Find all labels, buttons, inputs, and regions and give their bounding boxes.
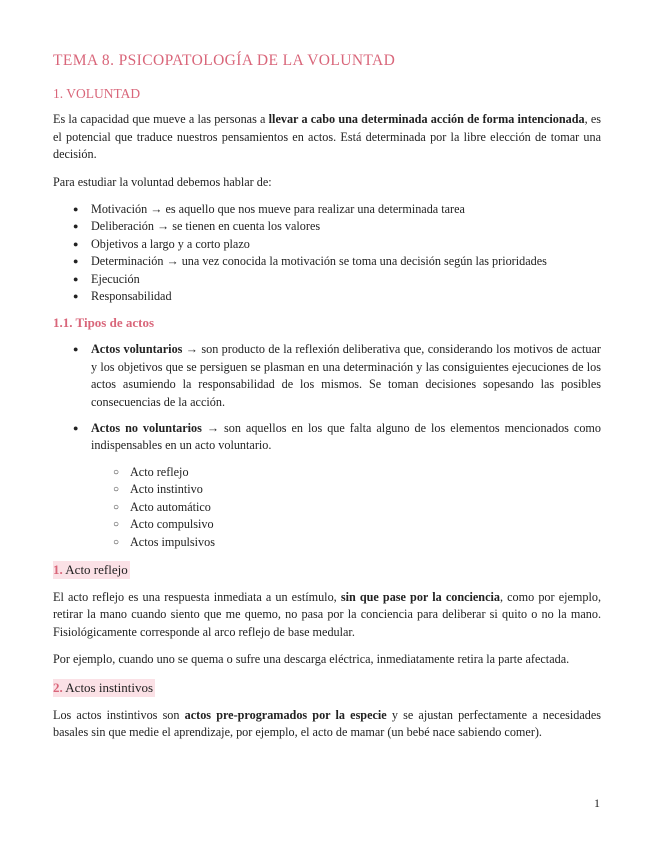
instintivos-text-c: y se ajustan perfectamente a necesidades basales sin que medie el aprendizaje, por ejemplo, el acto de mamar (un bebé nace sabiendo comer).	[53, 707, 602, 740]
list-item: ○ Acto instintivo	[53, 481, 601, 498]
actos-no-voluntarios-text: → son aquellos en los que falta alguno de los elementos mencionados como indispensables en un acto voluntario.	[91, 421, 601, 453]
section-heading-tipos-de-actos: 1.1. Tipos de actos	[53, 315, 155, 331]
voluntad-def-bold: llevar a cabo una determinada acción de forma intencionada	[268, 112, 585, 126]
page-number: 1	[594, 796, 600, 810]
page-content	[53, 52, 601, 752]
list-item-actos-no-voluntarios	[53, 420, 601, 455]
voluntad-definition	[53, 111, 601, 164]
voluntad-elements-list	[53, 201, 601, 305]
actos-voluntarios-text: → son producto de la reflexión deliberativa que, considerando los motivos de actuar y los objetivos que se persiguen se plasman en una determinación y las consiguientes ejecuciones de los actos asumiendo la responsabilidad de los mismos. Se toman decisiones sopesando las posibles consecuencias de la acción.	[91, 342, 601, 409]
list-item: ● Determinación → una vez conocida la motivación se toma una decisión según las prioridades	[53, 253, 601, 270]
list-item: ○ Acto compulsivo	[53, 516, 601, 533]
list-item-actos-voluntarios	[53, 341, 601, 411]
heading-actos-instintivos	[53, 679, 155, 697]
list-item: ○ Acto reflejo	[53, 464, 601, 481]
list-item: ● Ejecución	[53, 271, 601, 288]
instintivos-text-a: Los actos instintivos son	[53, 707, 185, 722]
actos-no-voluntarios-sublist	[53, 464, 601, 551]
acto-reflejo-definition	[53, 589, 601, 642]
list-item: ● Responsabilidad	[53, 288, 601, 305]
heading-label: Actos instintivos	[62, 679, 154, 695]
heading-actos-instintivos-wrap	[53, 679, 601, 707]
list-item: ● Deliberación → se tienen en cuenta los valores	[53, 218, 601, 235]
section-heading-voluntad: 1. VOLUNTAD	[53, 86, 141, 101]
list-item: ○ Actos impulsivos	[53, 534, 601, 551]
actos-no-voluntarios-term: Actos no voluntarios	[91, 421, 202, 436]
actos-instintivos-definition	[53, 707, 601, 742]
heading-number: 1.	[53, 561, 63, 577]
actos-voluntarios-term: Actos voluntarios	[91, 342, 183, 357]
tipos-de-actos-list	[53, 341, 601, 454]
voluntad-def-text-c: , es el potencial que traduce nuestros pensamientos en actos. Está determinada por la libre elección de tomar una decisión.	[53, 112, 601, 161]
heading-number: 2.	[53, 679, 63, 695]
list-item: ○ Acto automático	[53, 499, 601, 516]
list-item: ● Objetivos a largo y a corto plazo	[53, 236, 601, 253]
heading-label: Acto reflejo	[62, 561, 128, 577]
reflejo-text-c: , como por ejemplo, retirar la mano cuando siento que me quemo, no pasa por la conciencia para deliberar si quito o no la mano. Fisiológicamente corresponde al arco reflejo de base medular.	[53, 589, 601, 639]
instintivos-bold: actos pre-programados por la especie	[184, 707, 387, 722]
reflejo-text-a: El acto reflejo es una respuesta inmediata a un estímulo,	[53, 589, 341, 604]
voluntad-def-text-a: Es la capacidad que mueve a las personas a	[53, 112, 269, 126]
heading-acto-reflejo-wrap	[53, 561, 601, 589]
document-title: TEMA 8. PSICOPATOLOGÍA DE LA VOLUNTAD	[53, 52, 396, 69]
acto-reflejo-example: Por ejemplo, cuando uno se quema o sufre una descarga eléctrica, inmediatamente retira la parte afectada.	[53, 652, 570, 667]
voluntad-intro: Para estudiar la voluntad debemos hablar de:	[53, 174, 272, 189]
heading-acto-reflejo	[53, 561, 130, 579]
list-item: ● Motivación → es aquello que nos mueve para realizar una determinada tarea	[53, 201, 601, 218]
reflejo-bold: sin que pase por la conciencia	[340, 589, 500, 604]
